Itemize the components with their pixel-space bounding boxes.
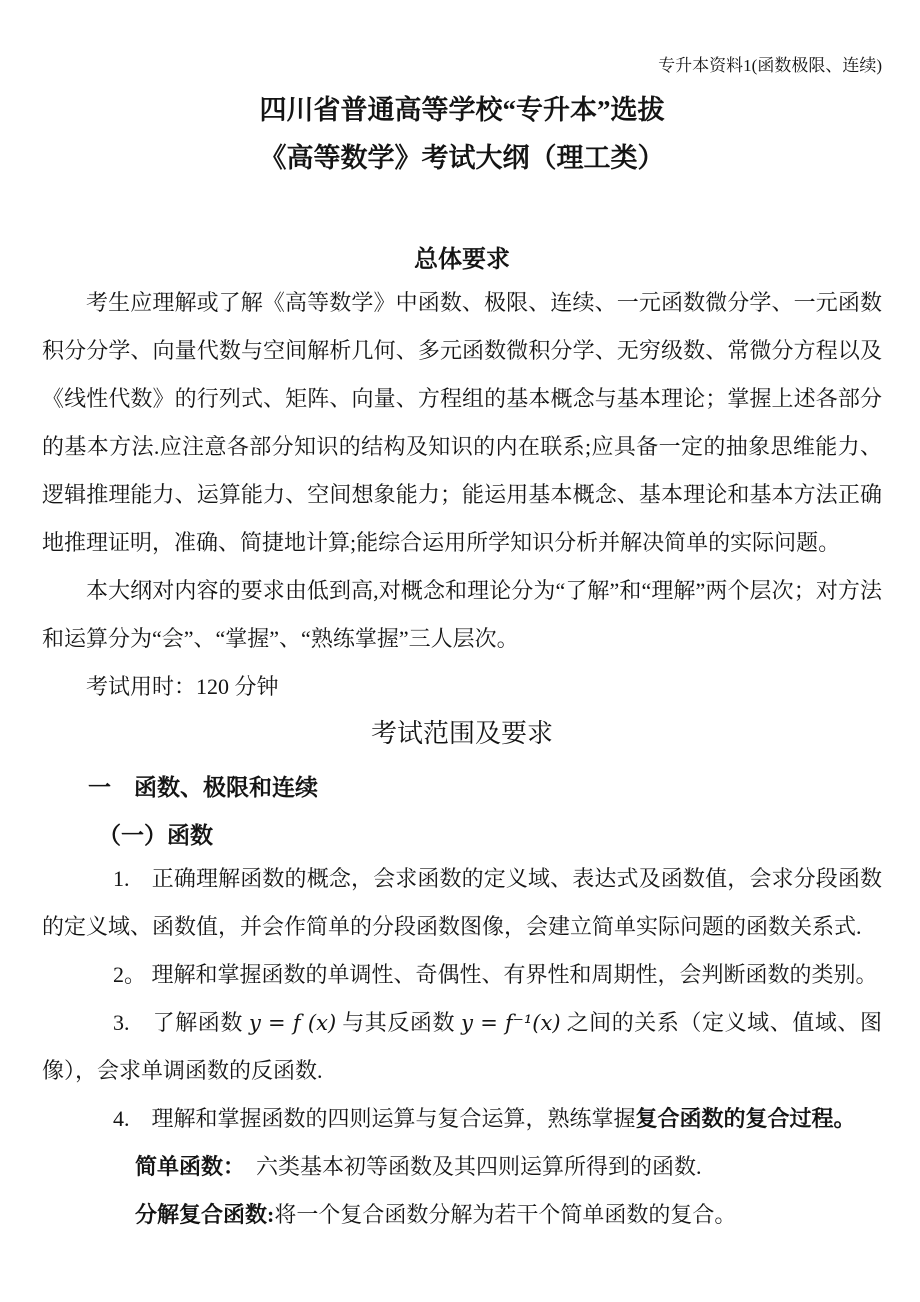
- list-item-2: 2。 理解和掌握函数的单调性、奇偶性、有界性和周期性，会判断函数的类别。: [113, 962, 878, 987]
- definition-decompose-composite-label: 分解复合函数:: [135, 1202, 275, 1227]
- item3-text-pre: 3. 了解函数: [113, 1010, 249, 1035]
- item3-text-mid: 与其反函数: [336, 1010, 462, 1035]
- list-item-1: 1. 正确理解函数的概念，会求函数的定义域、表达式及函数值，会求分段函数的定义域、函数值，并会作简单的分段函数图像，会建立简单实际问题的函数关系式.: [42, 866, 882, 939]
- section-1-heading: 一 函数、极限和连续: [88, 775, 318, 800]
- item3-formula-function: y = f (x): [248, 1011, 337, 1035]
- definition-simple-function-label: 简单函数：: [135, 1154, 235, 1179]
- list-item-4: [42, 1095, 882, 1143]
- item3-text-post: 之间的关系（定义域、值域、图像），会求单调函数的反函数.: [42, 1010, 882, 1083]
- overall-paragraph-2: 本大纲对内容的要求由低到高,对概念和理论分为“了解”和“理解”两个层次；对方法和运算分为“会”、“掌握”、“熟练掌握”三人层次。: [42, 578, 882, 651]
- item4-text-normal: 4. 理解和掌握函数的四则运算与复合运算，熟练掌握: [113, 1106, 636, 1131]
- definition-simple-function-text: 六类基本初等函数及其四则运算所得到的函数.: [234, 1154, 702, 1179]
- definition-decompose-composite: [42, 1191, 882, 1239]
- doc-title-line2: 《高等数学》考试大纲（理工类）: [259, 143, 665, 173]
- exam-scope-heading: 考试范围及要求: [370, 719, 553, 748]
- function-items-list: [42, 855, 882, 1239]
- item4-text-bold: 复合函数的复合过程。: [635, 1106, 856, 1131]
- definition-decompose-composite-text: 将一个复合函数分解为若干个简单函数的复合。: [274, 1202, 737, 1227]
- overall-paragraph-1: 考生应理解或了解《高等数学》中函数、极限、连续、一元函数微分学、一元函数积分分学、向量代数与空间解析几何、多元函数微积分学、无穷级数、常微分方程以及《线性代数》的行列式、矩阵、向量、方程组的基本概念与基本理论；掌握上述各部分的基本方法.应注意各部分知识的结构及知识的内在联系;应具备一定的抽象思维能力、逻辑推理能力、运算能力、空间想象能力；能运用基本概念、基本理论和基本方法正确地推理证明，准确、简捷地计算;能综合运用所学知识分析并解决简单的实际问题。: [42, 290, 882, 555]
- definition-simple-function: [42, 1143, 882, 1191]
- subsection-1-heading: （一）函数: [98, 823, 213, 848]
- doc-title-line1: 四川省普通高等学校“专升本”选拔: [259, 95, 665, 125]
- overall-requirements-heading: 总体要求: [414, 247, 510, 273]
- doc-header-note: 专升本资料1(函数极限、连续): [658, 56, 882, 75]
- list-item-3: [42, 999, 882, 1095]
- item3-formula-inverse: y = f⁻¹(x): [461, 1011, 561, 1035]
- exam-duration-line: 考试用时：120 分钟: [86, 674, 279, 699]
